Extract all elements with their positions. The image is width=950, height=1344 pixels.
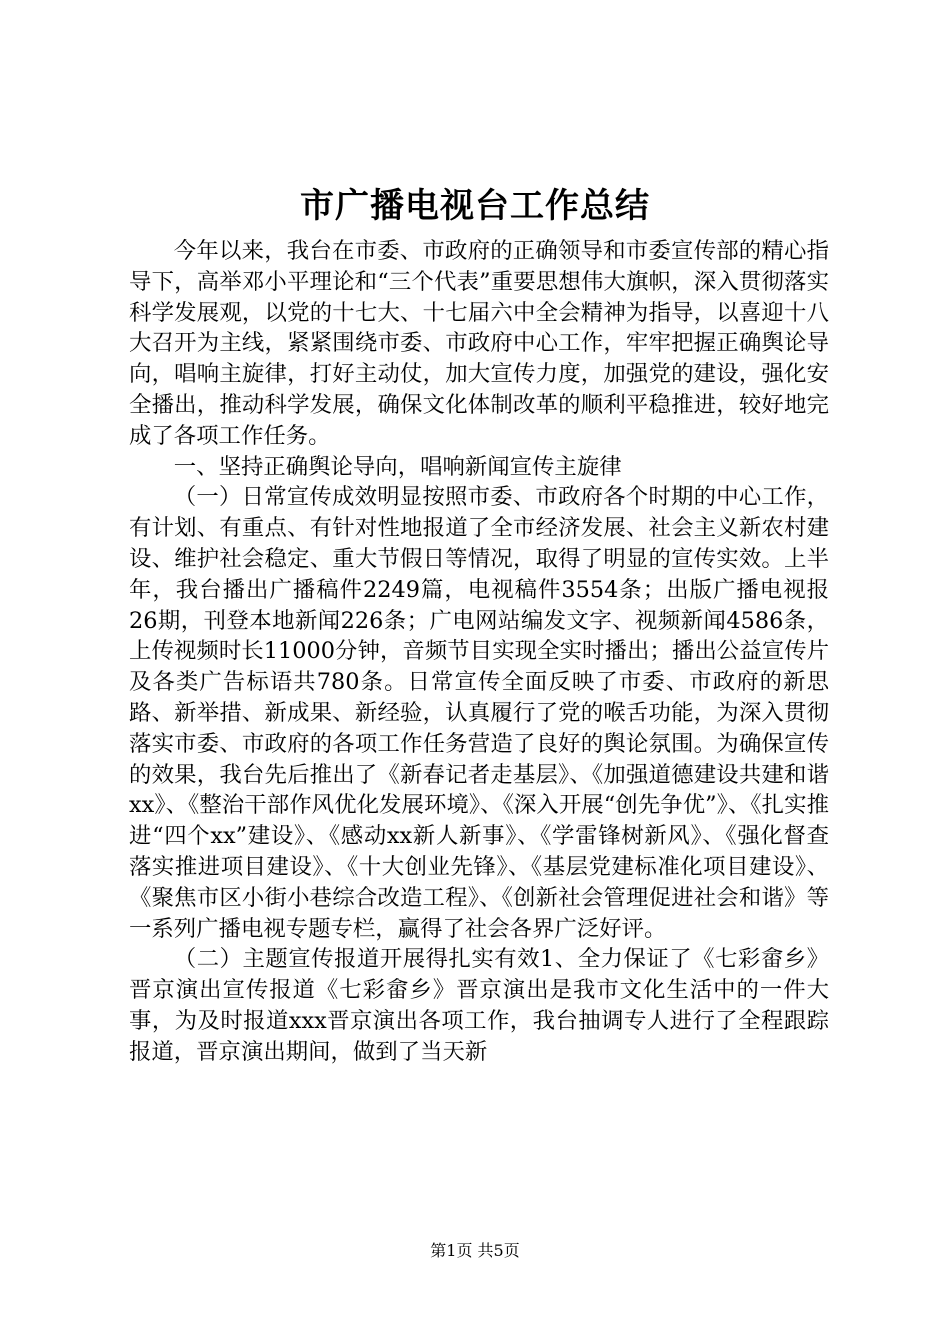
document-title: 市广播电视台工作总结 — [300, 186, 650, 226]
document-body — [129, 236, 829, 1068]
paragraph-intro: 今年以来，我台在市委、市政府的正确领导和市委宣传部的精心指导下，高举邓小平理论和“三个代表”重要思想伟大旗帜，深入贯彻落实科学发展观，以党的十七大、十七届六中全会精神为指导，以喜迎十八大召开为主线，紧紧围绕市委、市政府中心工作，牢牢把握正确舆论导向，唱响主旋律，打好主动仗，加大宣传力度，加强党的建设，强化安全播出，推动科学发展，确保文化体制改革的顺利平稳推进，较好地完成了各项工作任务。 — [129, 238, 829, 449]
paragraph-daily-publicity: （一）日常宣传成效明显按照市委、市政府各个时期的中心工作，有计划、有重点、有针对性地报道了全市经济发展、社会主义新农村建设、维护社会稳定、重大节假日等情况，取得了明显的宣传实效。上半年，我台播出广播稿件2249篇，电视稿件3554条；出版广播电视报26期，刊登本地新闻226条；广电网站编发文字、视频新闻4586条，上传视频时长11000分钟，音频节目实现全实时播出；播出公益宣传片及各类广告标语共780条。日常宣传全面反映了市委、市政府的新思路、新举措、新成果、新经验，认真履行了党的喉舌功能，为深入贯彻落实市委、市政府的各项工作任务营造了良好的舆论氛围。为确保宣传的效果，我台先后推出了《新春记者走基层》、《加强道德建设共建和谐xx》、《整治干部作风优化发展环境》、《深入开展“创先争优”》、《扎实推进“四个xx”建设》、《感动xx新人新事》、《学雷锋树新风》、《强化督查落实推进项目建设》、《十大创业先锋》、《基层党建标准化项目建设》、《聚焦市区小街小巷综合改造工程》、《创新社会管理促进社会和谐》等一系列广播电视专题专栏，赢得了社会各界广泛好评。 — [129, 484, 829, 942]
page-number-footer: 第1页 共5页 — [430, 1241, 520, 1260]
paragraph-theme-reporting: （二）主题宣传报道开展得扎实有效1、全力保证了《七彩畲乡》晋京演出宣传报道《七彩畲乡》晋京演出是我市文化生活中的一件大事，为及时报道xxx晋京演出各项工作，我台抽调专人进行了全程跟踪报道，晋京演出期间，做到了当天新 — [129, 946, 829, 1065]
section-heading-1: 一、坚持正确舆论导向，唱响新闻宣传主旋律 — [173, 453, 622, 480]
